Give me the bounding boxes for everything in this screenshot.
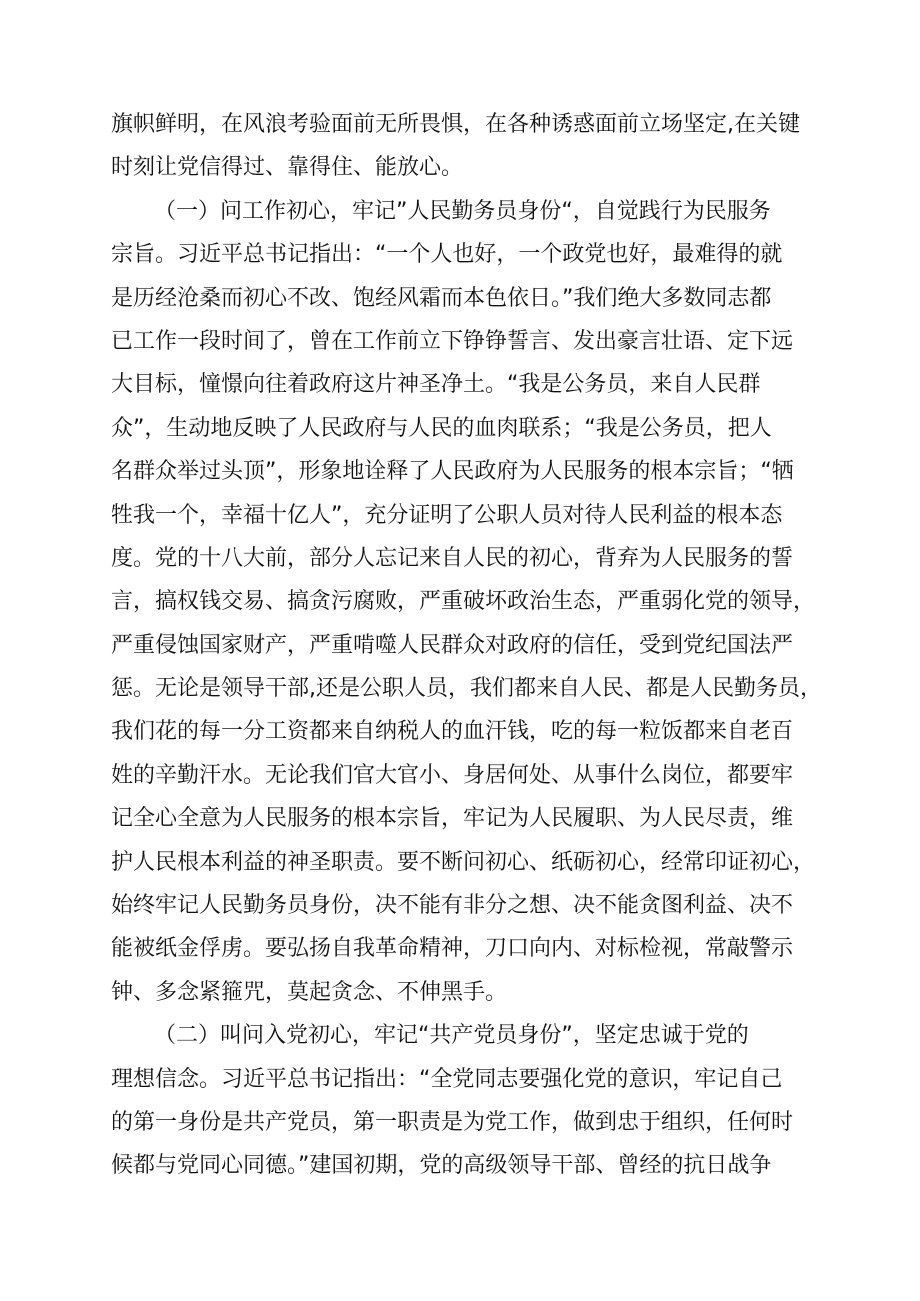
text-line-7: 大目标，憧憬向往着政府这片神圣净土。“我是公务员，来自人民群	[111, 372, 761, 398]
text-line-20: 能被纸金俘虏。要弘扬自我革命精神，刀口向内、对标检视，常敲警示	[111, 936, 794, 962]
text-line-12: 言，搞权钱交易、搞贪污腐败，严重破坏政治生态，严重弱化党的领导，	[111, 589, 816, 615]
section-heading-1: （一）问工作初心，牢记”人民勤务员身份“，自觉践行为民服务	[154, 198, 771, 224]
text-line-23: 理想信念。习近平总书记指出：“全党同志要强化党的意识，牢记自己	[111, 1066, 783, 1092]
text-line-8: 众”，生动地反映了人民政府与人民的血肉联系；“我是公务员，把人	[111, 415, 772, 441]
text-line-16: 姓的辛勤汗水。无论我们官大官小、身居何处、从事什么岗位，都要牢	[111, 762, 794, 788]
text-line-2: 时刻让党信得过、靠得住、能放心。	[111, 155, 464, 181]
text-line-25: 候都与党同心同德。”建国初期，党的高级领导干部、曾经的抗日战争	[111, 1153, 772, 1179]
text-line-15: 我们花的每一分工资都来自纳税人的血汗钱，吃的每一粒饭都来自老百	[111, 719, 794, 745]
section-heading-2: （二）叫问入党初心，牢记“共产党员身份”，坚定忠诚于党的	[154, 1023, 749, 1049]
text-line-18: 护人民根本利益的神圣职责。要不断问初心、纸砺初心，经常印证初心，	[111, 849, 816, 875]
text-line-17: 记全心全意为人民服务的根本宗旨，牢记为人民履职、为人民尽责，维	[111, 806, 794, 832]
text-line-21: 钟、多念紧箍咒，莫起贪念、不伸黑手。	[111, 979, 508, 1005]
text-line-5: 是历经沧桑而初心不改、饱经风霜而本色依日。”我们绝大多数同志都	[111, 285, 772, 311]
text-line-4: 宗旨。习近平总书记指出：“一个人也好，一个政党也好，最难得的就	[111, 242, 783, 268]
text-line-1: 旗帜鲜明，在风浪考验面前无所畏惧，在各种诱惑面前立场坚定,在关键	[111, 112, 800, 137]
text-line-9: 名群众举过头顶”，形象地诠释了人民政府为人民服务的根本宗旨；“牺	[111, 459, 794, 485]
text-line-6: 已工作一段时间了，曾在工作前立下铮铮誓言、发出豪言壮语、定下远	[111, 328, 794, 354]
text-line-14: 惩。无论是领导干部,还是公职人员，我们都来自人民、都是人民勤务员，	[111, 676, 822, 702]
document-body	[111, 103, 851, 1188]
text-line-13: 严重侵蚀国家财产，严重啃噬人民群众对政府的信任，受到党纪国法严	[111, 632, 794, 658]
text-line-11: 度。党的十八大前，部分人忘记来自人民的初心，背弃为人民服务的誓	[111, 545, 794, 571]
text-line-24: 的第一身份是共产党员，第一职责是为党工作，做到忠于组织，任何时	[111, 1109, 794, 1135]
text-line-19: 始终牢记人民勤务员身份，决不能有非分之想、决不能贪图利益、决不	[111, 893, 794, 919]
text-line-10: 牲我一个，幸福十亿人”，充分证明了公职人员对待人民利益的根本态	[111, 502, 783, 528]
